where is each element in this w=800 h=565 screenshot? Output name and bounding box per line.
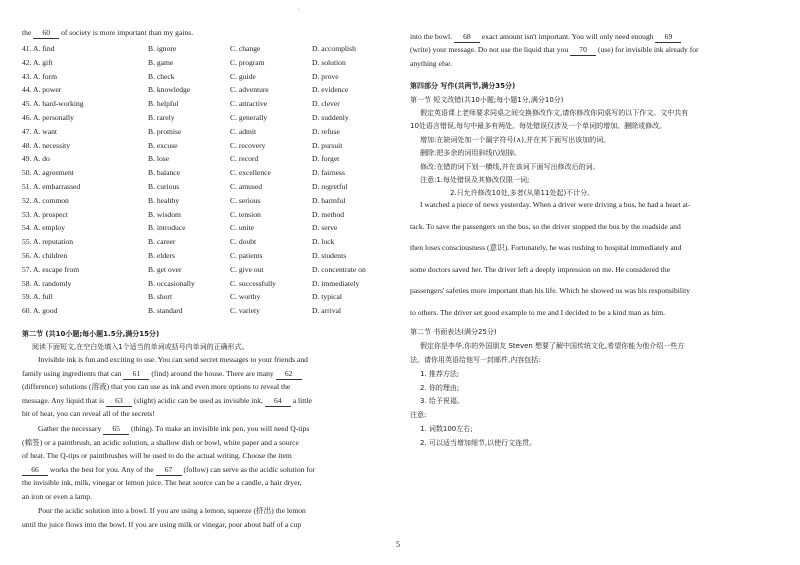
option-c: C. give out xyxy=(230,264,264,274)
section1-title: 第一节 短文改错(共10小题;每小题1分,满分10分) xyxy=(410,96,564,104)
text-line: I watched a piece of news yesterday. When a driver were driving a bus, he had a heart at- xyxy=(420,200,691,209)
option-b: B. helpful xyxy=(148,99,179,109)
option-c: C. excellence xyxy=(230,168,271,178)
option-b: B. promise xyxy=(148,126,182,136)
text-line xyxy=(22,438,299,448)
text-segment: Invisible ink is fun and exciting to use. You can send secret messages to your friends and xyxy=(38,355,308,364)
option-d: D. evidence xyxy=(312,85,349,95)
text-line xyxy=(22,409,155,419)
option-b: B. elders xyxy=(148,251,175,260)
text-segment: bit of heat, you can reveal all of the secrets! xyxy=(22,409,155,419)
section2-title: 第二节 (共10小题;每小题1.5分,满分15分) xyxy=(22,330,160,338)
text-segment: (difference) solutions (溶液) that you can use as ink and even more options to reveal the xyxy=(22,382,291,392)
option-d: D. method xyxy=(312,209,345,219)
option-d: D. solution xyxy=(312,57,346,67)
option-a: 58. A. randomly xyxy=(22,278,72,288)
option-b: B. standard xyxy=(148,306,183,316)
text-line: 1. 推荐方法; xyxy=(420,370,460,378)
text-segment: exact amount isn't important. You will only need enough xyxy=(479,32,656,41)
option-d: D. luck xyxy=(312,237,335,247)
text-line: 3. 给予祝福。 xyxy=(420,397,464,406)
part4-title: 第四部分 写作(共两节,满分35分) xyxy=(410,82,516,90)
option-a: 43. A. form xyxy=(22,71,58,81)
text-line: 10处语言错误,每句中最多有两处。每处错误仅涉及一个单词的增加、删除或修改。 xyxy=(410,122,667,131)
blank-60: 60 xyxy=(33,28,59,39)
text-segment: an iron or even a lamp. xyxy=(22,492,93,501)
text-line: 修改:在错的词下划一横线,并在该词下面写出修改后的词。 xyxy=(420,162,600,171)
option-c: C. record xyxy=(230,154,259,164)
text-segment: works the best for you. Any of the xyxy=(48,464,156,474)
text-line xyxy=(22,451,292,461)
text-line: 法。请你用英语给他写一封邮件,内容包括: xyxy=(410,355,541,364)
option-b: B. healthy xyxy=(148,195,180,205)
option-c: C. change xyxy=(230,44,261,53)
text-segment: (slight) acidic can be used as invisible ink, xyxy=(131,395,265,405)
option-a: 60. A. good xyxy=(22,306,58,316)
blank-66: 66 xyxy=(22,465,48,476)
option-a: 57. A. escape from xyxy=(22,264,80,274)
option-d: D. clever xyxy=(312,99,340,109)
option-c: C. attractive xyxy=(230,99,268,109)
option-b: B. knowledge xyxy=(148,85,191,95)
option-b: B. get over xyxy=(148,264,182,274)
option-d: D. serve xyxy=(312,223,338,233)
text-line: 2.只允许修改10处,多者(从第11处起)不计分。 xyxy=(450,189,595,198)
option-b: B. balance xyxy=(148,168,181,178)
text-line xyxy=(410,45,699,56)
text-line: 2. 你的理由; xyxy=(420,383,460,392)
text-line xyxy=(38,506,306,516)
option-b: B. lose xyxy=(148,154,170,164)
option-b: B. ignore xyxy=(148,44,177,53)
blank-70: 70 xyxy=(570,45,596,56)
blank-67: 67 xyxy=(156,465,182,476)
option-b: B. excuse xyxy=(148,140,178,150)
text-line xyxy=(22,465,315,476)
text-segment: the invisible ink, milk, vinegar or lemon juice. The heat source can be a candle, a hair dryer, xyxy=(22,478,302,488)
writing-section-title: 第二节 书面表达(满分25分) xyxy=(410,328,497,336)
text-line xyxy=(410,59,452,69)
text-line xyxy=(22,369,302,380)
option-a: 41. A. find xyxy=(22,44,55,53)
option-a: 54. A. employ xyxy=(22,223,66,233)
option-c: C. successfully xyxy=(230,278,276,288)
option-c: C. serious xyxy=(230,195,261,205)
text-line xyxy=(22,382,290,392)
option-c: C. guide xyxy=(230,71,256,81)
text-segment: (follow) can serve as the acidic solution for xyxy=(181,464,316,474)
section2-instructions: 阅读下面短文,在空白处填入1个适当的单词或括号内单词的正确形式。 xyxy=(32,343,249,351)
text-line: 增加:在缺词处加一个漏字符号(∧),并在其下面写出该加的词。 xyxy=(420,135,611,144)
option-d: D. harmful xyxy=(312,195,346,205)
option-c: C. patients xyxy=(230,251,263,260)
option-d: D. accomplish xyxy=(312,44,356,53)
option-a: 47. A. want xyxy=(22,126,58,136)
option-a: 50. A. agreement xyxy=(22,168,74,178)
text-segment: family using ingredients that can xyxy=(22,368,124,378)
text-line: 2. 可以适当增加细节,以使行文连贯。 xyxy=(420,438,537,447)
option-b: B. check xyxy=(148,71,175,81)
text-segment: (use) for invisible ink already for xyxy=(596,45,699,55)
option-d: D. suddenly xyxy=(312,113,349,122)
note-label: 注意: xyxy=(410,411,427,419)
text-line xyxy=(38,424,309,435)
option-d: D. forget xyxy=(312,154,340,164)
text-line xyxy=(38,355,308,365)
blank-68: 68 xyxy=(454,32,480,43)
text-segment: until the juice flows into the bowl. If you are using milk or vinegar, pour about half of a cup xyxy=(22,519,302,529)
text-line: tack. To save the passengers on the bus, so the driver stopped the bus by the roadside and xyxy=(410,221,681,231)
option-d: D. regretful xyxy=(312,182,348,191)
text-line: 假定英语课上老师要求同桌之间交换修改作文,请你修改你同桌写的以下作文。文中共有 xyxy=(420,109,689,117)
text-segment: anything else. xyxy=(410,58,453,68)
text-line: 注意:1.每处错误及其修改仅限一词; xyxy=(420,176,530,184)
blank-64: 64 xyxy=(265,396,291,407)
text-line: passengers' safeties more important than his life. Which he showed us was his responsibility xyxy=(410,286,691,296)
option-a: 53. A. prospect xyxy=(22,209,68,219)
option-c: C. doubt xyxy=(230,237,257,247)
page-number: 5 xyxy=(396,540,400,549)
option-a: 51. A. embarrassed xyxy=(22,182,81,191)
text-line xyxy=(22,396,312,407)
option-c: C. tension xyxy=(230,209,261,219)
text-line: some doctors saved her. The driver left a deeply impression on me. He considered the xyxy=(410,264,671,274)
option-a: 55. A. reputation xyxy=(22,237,74,247)
option-d: D. arrival xyxy=(312,306,342,316)
text-line xyxy=(22,492,92,502)
option-b: B. career xyxy=(148,237,176,247)
option-b: B. game xyxy=(148,57,174,67)
option-a: 45. A. hard-working xyxy=(22,99,84,109)
option-c: C. recovery xyxy=(230,140,266,150)
option-d: D. concentrate on xyxy=(312,264,366,274)
text-segment: a little xyxy=(290,395,312,405)
blank-61: 61 xyxy=(123,369,149,380)
text-line: to others. The driver set good example to me and I decided to be a kind man as him. xyxy=(410,308,666,317)
text-line xyxy=(22,478,302,488)
text-segment: (write) your message. Do not use the liquid that you xyxy=(410,45,571,55)
option-a: 56. A. children xyxy=(22,251,68,260)
option-b: B. short xyxy=(148,292,173,302)
text-line: then loses consciousness (意识). Fortunately, he was rushing to hospital immediately and xyxy=(410,243,682,253)
option-c: C. unite xyxy=(230,223,255,233)
option-b: B. curious xyxy=(148,182,180,191)
option-d: D. pursuit xyxy=(312,140,343,150)
option-a: 46. A. personally xyxy=(22,113,74,122)
option-b: B. rarely xyxy=(148,113,175,122)
option-a: 59. A. full xyxy=(22,292,53,302)
option-a: 48. A. necessity xyxy=(22,140,71,150)
text-line: 1. 词数100左右; xyxy=(420,425,473,433)
option-d: D. fairness xyxy=(312,168,345,178)
text-segment: message. Any liquid that is xyxy=(22,395,106,405)
option-c: C. adventure xyxy=(230,85,269,95)
option-d: D. prove xyxy=(312,71,339,81)
text-segment: (棉签) or a paintbrush, an acidic solution, a shallow dish or bowl, white paper and a source xyxy=(22,437,299,447)
option-d: D. immediately xyxy=(312,278,360,288)
blank-69: 69 xyxy=(655,32,681,43)
text-segment: of heat. The Q-tips or paintbrushes will be used to do the actual writing. Choose the item xyxy=(22,451,292,461)
option-a: 49. A. do xyxy=(22,154,50,164)
option-d: D. students xyxy=(312,251,347,260)
option-a: 44. A. power xyxy=(22,85,62,95)
option-c: C. program xyxy=(230,57,265,67)
text-segment: (thing). To make an invisible ink pen, you will need Q-tips xyxy=(129,424,310,433)
text-segment: Pour the acidic solution into a bowl. If you are using a lemon, squeeze (挤出) the lemon xyxy=(38,506,306,515)
blank-62: 62 xyxy=(276,369,302,380)
option-b: B. introduce xyxy=(148,223,186,233)
blank-65: 65 xyxy=(103,424,129,435)
text-segment: Gather the necessary xyxy=(38,424,104,433)
option-d: D. refuse xyxy=(312,126,340,136)
option-c: C. amused xyxy=(230,182,263,191)
blank-63: 63 xyxy=(106,396,132,407)
option-a: 52. A. common xyxy=(22,195,69,205)
question-60-tail: the 60 of society is more important than my gains. xyxy=(22,28,194,37)
text-line: 假定你是李华,你的外国朋友 Steven 想要了解中国传统文化,希望你能为他介绍一些方 xyxy=(420,342,685,350)
option-a: 42. A. gift xyxy=(22,57,53,67)
top-mark: ' xyxy=(298,8,300,14)
option-c: C. generally xyxy=(230,113,268,122)
text-line xyxy=(410,32,681,43)
option-c: C. worthy xyxy=(230,292,261,302)
option-b: B. wisdom xyxy=(148,209,181,219)
option-c: C. variety xyxy=(230,306,260,316)
text-line xyxy=(22,520,301,530)
option-d: D. typical xyxy=(312,292,342,302)
option-b: B. occasionally xyxy=(148,278,195,288)
text-line: 删除:把多余的词用斜线(\)划掉。 xyxy=(420,149,522,158)
option-c: C. admit xyxy=(230,126,257,136)
text-segment: (find) around the house. There are many xyxy=(149,368,276,378)
text-segment: into the bowl. xyxy=(410,32,454,41)
